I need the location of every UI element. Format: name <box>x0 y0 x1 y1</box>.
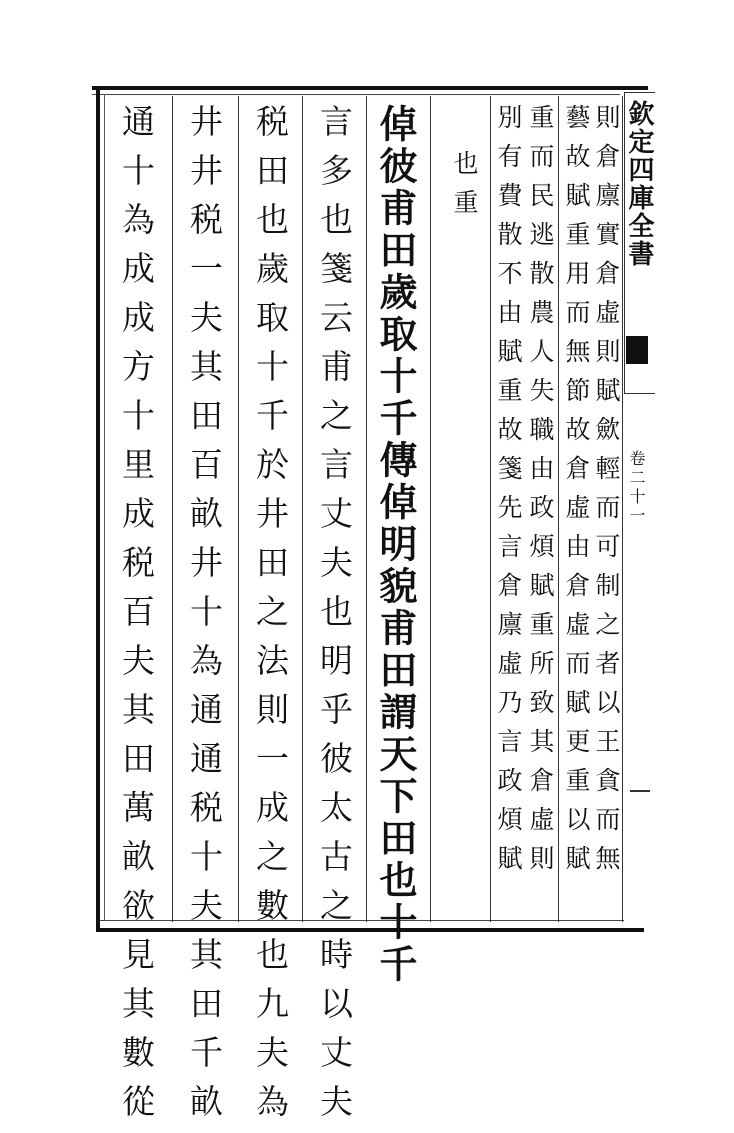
text-column: 井井税一夫其田百畝井十為通通税十夫其田千畝 <box>185 104 224 1133</box>
column-divider <box>366 96 367 922</box>
frame-top-border <box>92 86 648 90</box>
commentary-column: 則倉廪實倉虛則賦歛輕而可制之者以王貪而無 <box>592 104 621 884</box>
fish-tail-mark <box>626 336 648 364</box>
frame-bottom-border <box>96 928 644 932</box>
text-column: 言多也箋云甫之言丈夫也明乎彼太古之時以丈夫 <box>315 104 354 1133</box>
column-divider <box>302 96 303 922</box>
column-divider <box>172 96 173 922</box>
text-column: 税田也歲取十千於井田之法則一成之數也九夫為 <box>251 104 290 1133</box>
column-divider <box>238 96 239 922</box>
frame-left-border <box>96 90 100 930</box>
text-column: 倬彼甫田歲取十千傳倬明貌甫田謂天下田也十千 <box>373 104 418 986</box>
column-divider <box>622 96 623 922</box>
commentary-column: 藝故賦重用而無節故倉虛由倉虛而賦更重以賦 <box>562 104 591 884</box>
page-number-mark <box>630 790 650 792</box>
commentary-column: 別有費散不由賦重故箋先言倉廪虛乃言政煩賦 <box>494 104 523 884</box>
commentary-column: 重而民逃散農人失職由政煩賦重所致其倉虛則 <box>526 104 555 884</box>
column-divider <box>490 96 491 922</box>
frame-top-inner-border <box>92 94 620 95</box>
volume-number: 卷二十一 <box>627 450 646 526</box>
frame-bottom-inner-border <box>96 920 624 921</box>
book-title: 欽定四庫全書 <box>624 100 654 268</box>
column-divider <box>558 96 559 922</box>
frame-left-inner-border <box>104 94 105 920</box>
column-divider <box>430 96 431 922</box>
commentary-column: 也重 <box>450 150 479 228</box>
text-column: 通十為成成方十里成税百夫其田萬畝欲見其數從 <box>117 104 156 1133</box>
